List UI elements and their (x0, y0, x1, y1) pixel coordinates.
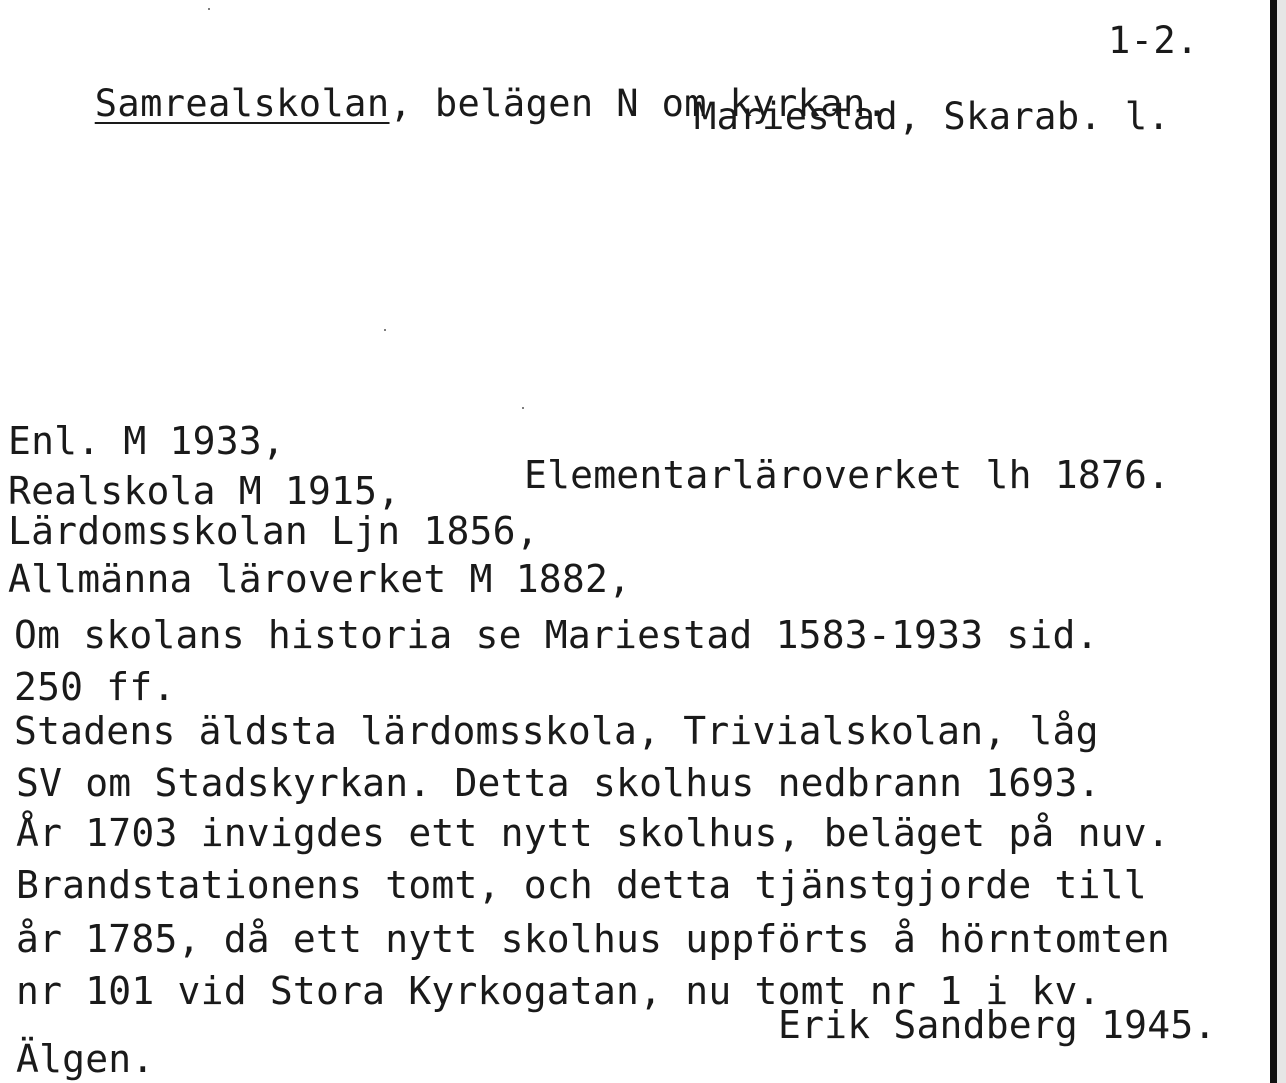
text-line: nr 101 vid Stora Kyrkogatan, nu tomt nr 1 i kv. (16, 969, 1101, 1013)
text-line: Allmänna läroverket M 1882, (8, 557, 632, 601)
paper-speck (522, 407, 524, 409)
text-line: Stadens äldsta lärdomsskola, Trivialskolan, låg (14, 709, 1099, 753)
paper-speck (384, 329, 386, 331)
text-line: År 1703 invigdes ett nytt skolhus, beläget på nuv. (16, 811, 1170, 855)
text-line: Enl. M 1933, (8, 419, 285, 463)
text-line: Om skolans historia se Mariestad 1583-1933 sid. (14, 613, 1099, 657)
paper-speck (208, 8, 210, 10)
card-edge (1270, 0, 1277, 1083)
place-line: Mariestad, Skarab. l. (694, 95, 1171, 138)
card-number: 1-2. (1108, 19, 1199, 62)
text-line: år 1785, då ett nytt skolhus uppförts å hörntomten (16, 917, 1170, 961)
text-line: Lärdomsskolan Ljn 1856, (8, 509, 539, 553)
signature: Erik Sandberg 1945. (778, 1003, 1217, 1047)
card-edge-shadow (1277, 0, 1286, 1083)
text-line: Elementarläroverket lh 1876. (524, 453, 1171, 497)
text-line: Älgen. (16, 1037, 155, 1081)
text-line: SV om Stadskyrkan. Detta skolhus nedbrann 1693. (16, 761, 1101, 805)
subject-name: Samrealskolan (94, 82, 390, 125)
text-line: 250 ff. (14, 665, 176, 709)
subject-location: , belägen N om kyrkan. (389, 82, 889, 125)
text-line: Brandstationens tomt, och detta tjänstgjorde till (16, 863, 1147, 907)
text-line: Realskola M 1915, (8, 469, 401, 513)
